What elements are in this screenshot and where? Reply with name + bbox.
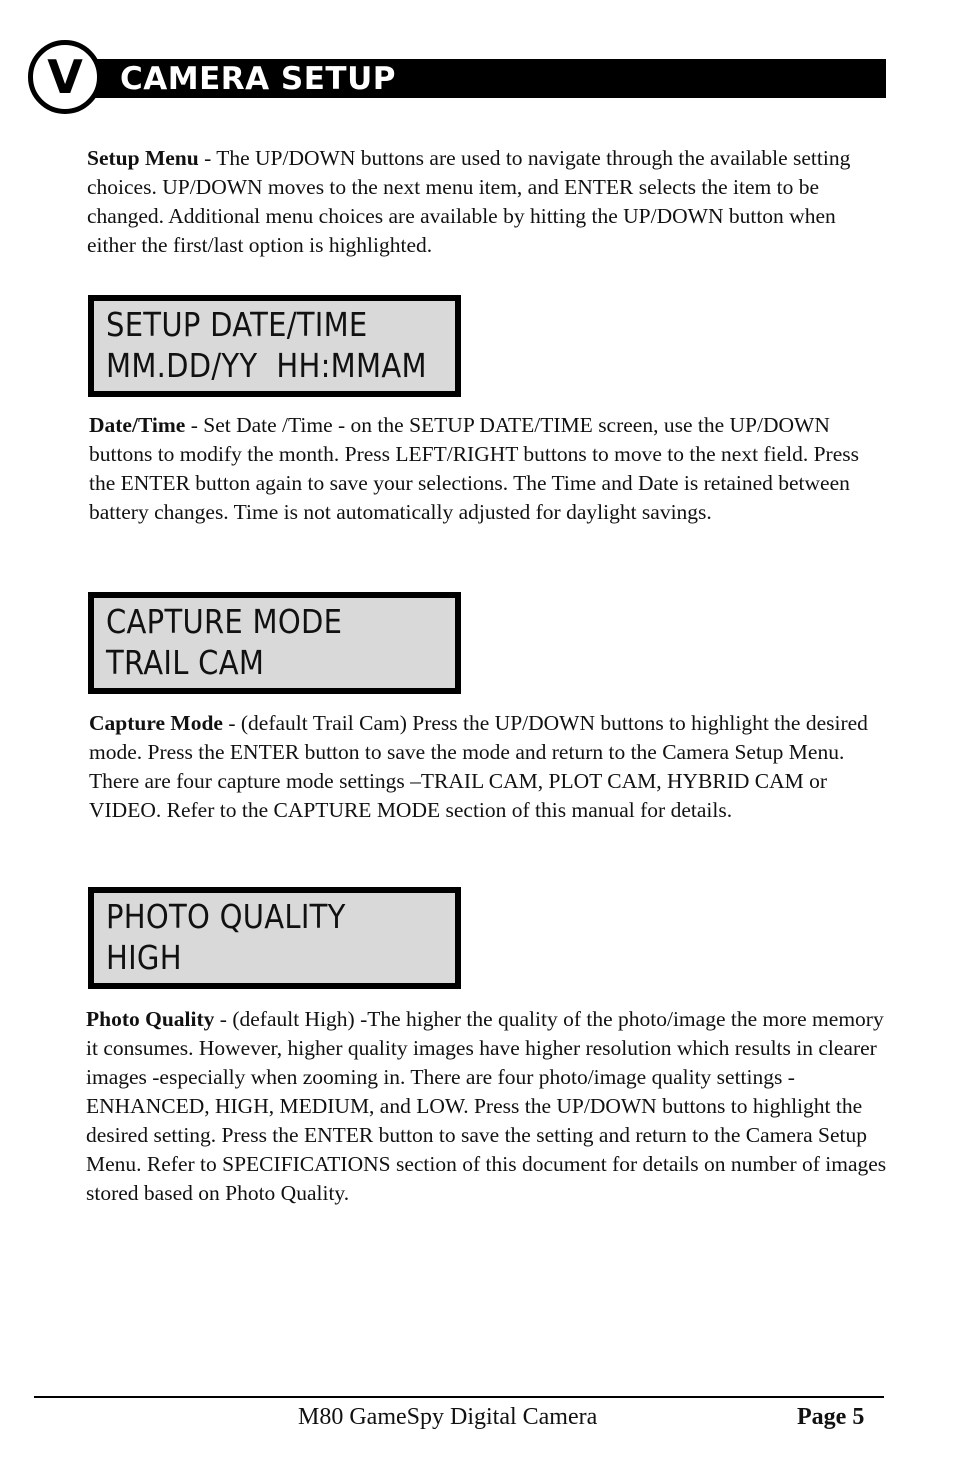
section-header	[28, 40, 888, 116]
lcd-line-1: CAPTURE MODE	[106, 602, 343, 641]
capture-mode-term: Capture Mode	[89, 711, 223, 735]
footer-document-title: M80 GameSpy Digital Camera	[298, 1404, 598, 1430]
footer-rule	[34, 1396, 884, 1398]
chapter-badge: V	[28, 40, 102, 114]
setup-menu-paragraph	[87, 144, 887, 260]
section-title: CAMERA SETUP	[120, 61, 396, 97]
capture-mode-paragraph	[89, 709, 887, 825]
setup-menu-term: Setup Menu	[87, 146, 199, 170]
lcd-screen-date-time	[88, 295, 461, 397]
lcd-line-2: HIGH	[106, 938, 182, 977]
lcd-line-1: PHOTO QUALITY	[106, 897, 346, 936]
date-time-paragraph	[89, 411, 887, 527]
footer-page-number: Page 5	[797, 1404, 865, 1430]
photo-quality-paragraph	[86, 1005, 887, 1208]
lcd-screen-capture-mode	[88, 592, 461, 694]
lcd-line-2: MM.DD/YY HH:MMAM	[106, 346, 427, 385]
lcd-line-1: SETUP DATE/TIME	[106, 305, 368, 344]
setup-menu-text: - The UP/DOWN buttons are used to navigate through the available setting choices. UP/DOWN moves to the next menu item, and ENTER selects the item to be changed. Additional menu choices are available by hitting the UP/DOWN button when either the first/last option is highlighted.	[87, 146, 851, 257]
capture-mode-text: - (default Trail Cam) Press the UP/DOWN buttons to highlight the desired mode. Press the ENTER button to save the mode and return to the Camera Setup Menu. There are four capture mode settings –TRAIL CAM, PLOT CAM, HYBRID CAM or VIDEO. Refer to the CAPTURE MODE section of this manual for details.	[89, 711, 868, 822]
lcd-screen-photo-quality	[88, 887, 461, 989]
photo-quality-text: - (default High) -The higher the quality of the photo/image the more memory it consumes. However, higher quality images have higher resolution which results in clearer images -especially when zooming in. There are four photo/image quality settings -ENHANCED, HIGH, MEDIUM, and LOW. Press the UP/DOWN buttons to highlight the desired setting. Press the ENTER button to save the setting and return to the Camera Setup Menu. Refer to SPECIFICATIONS section of this document for details on number of images stored based on Photo Quality.	[86, 1007, 887, 1205]
lcd-line-2: TRAIL CAM	[106, 643, 265, 682]
date-time-text: - Set Date /Time - on the SETUP DATE/TIME screen, use the UP/DOWN buttons to modify the month. Press LEFT/RIGHT buttons to move to the next field. Press the ENTER button again to save your selections. The Time and Date is retained between battery changes. Time is not automatically adjusted for daylight savings.	[89, 413, 859, 524]
date-time-term: Date/Time	[89, 413, 186, 437]
photo-quality-term: Photo Quality	[86, 1007, 215, 1031]
